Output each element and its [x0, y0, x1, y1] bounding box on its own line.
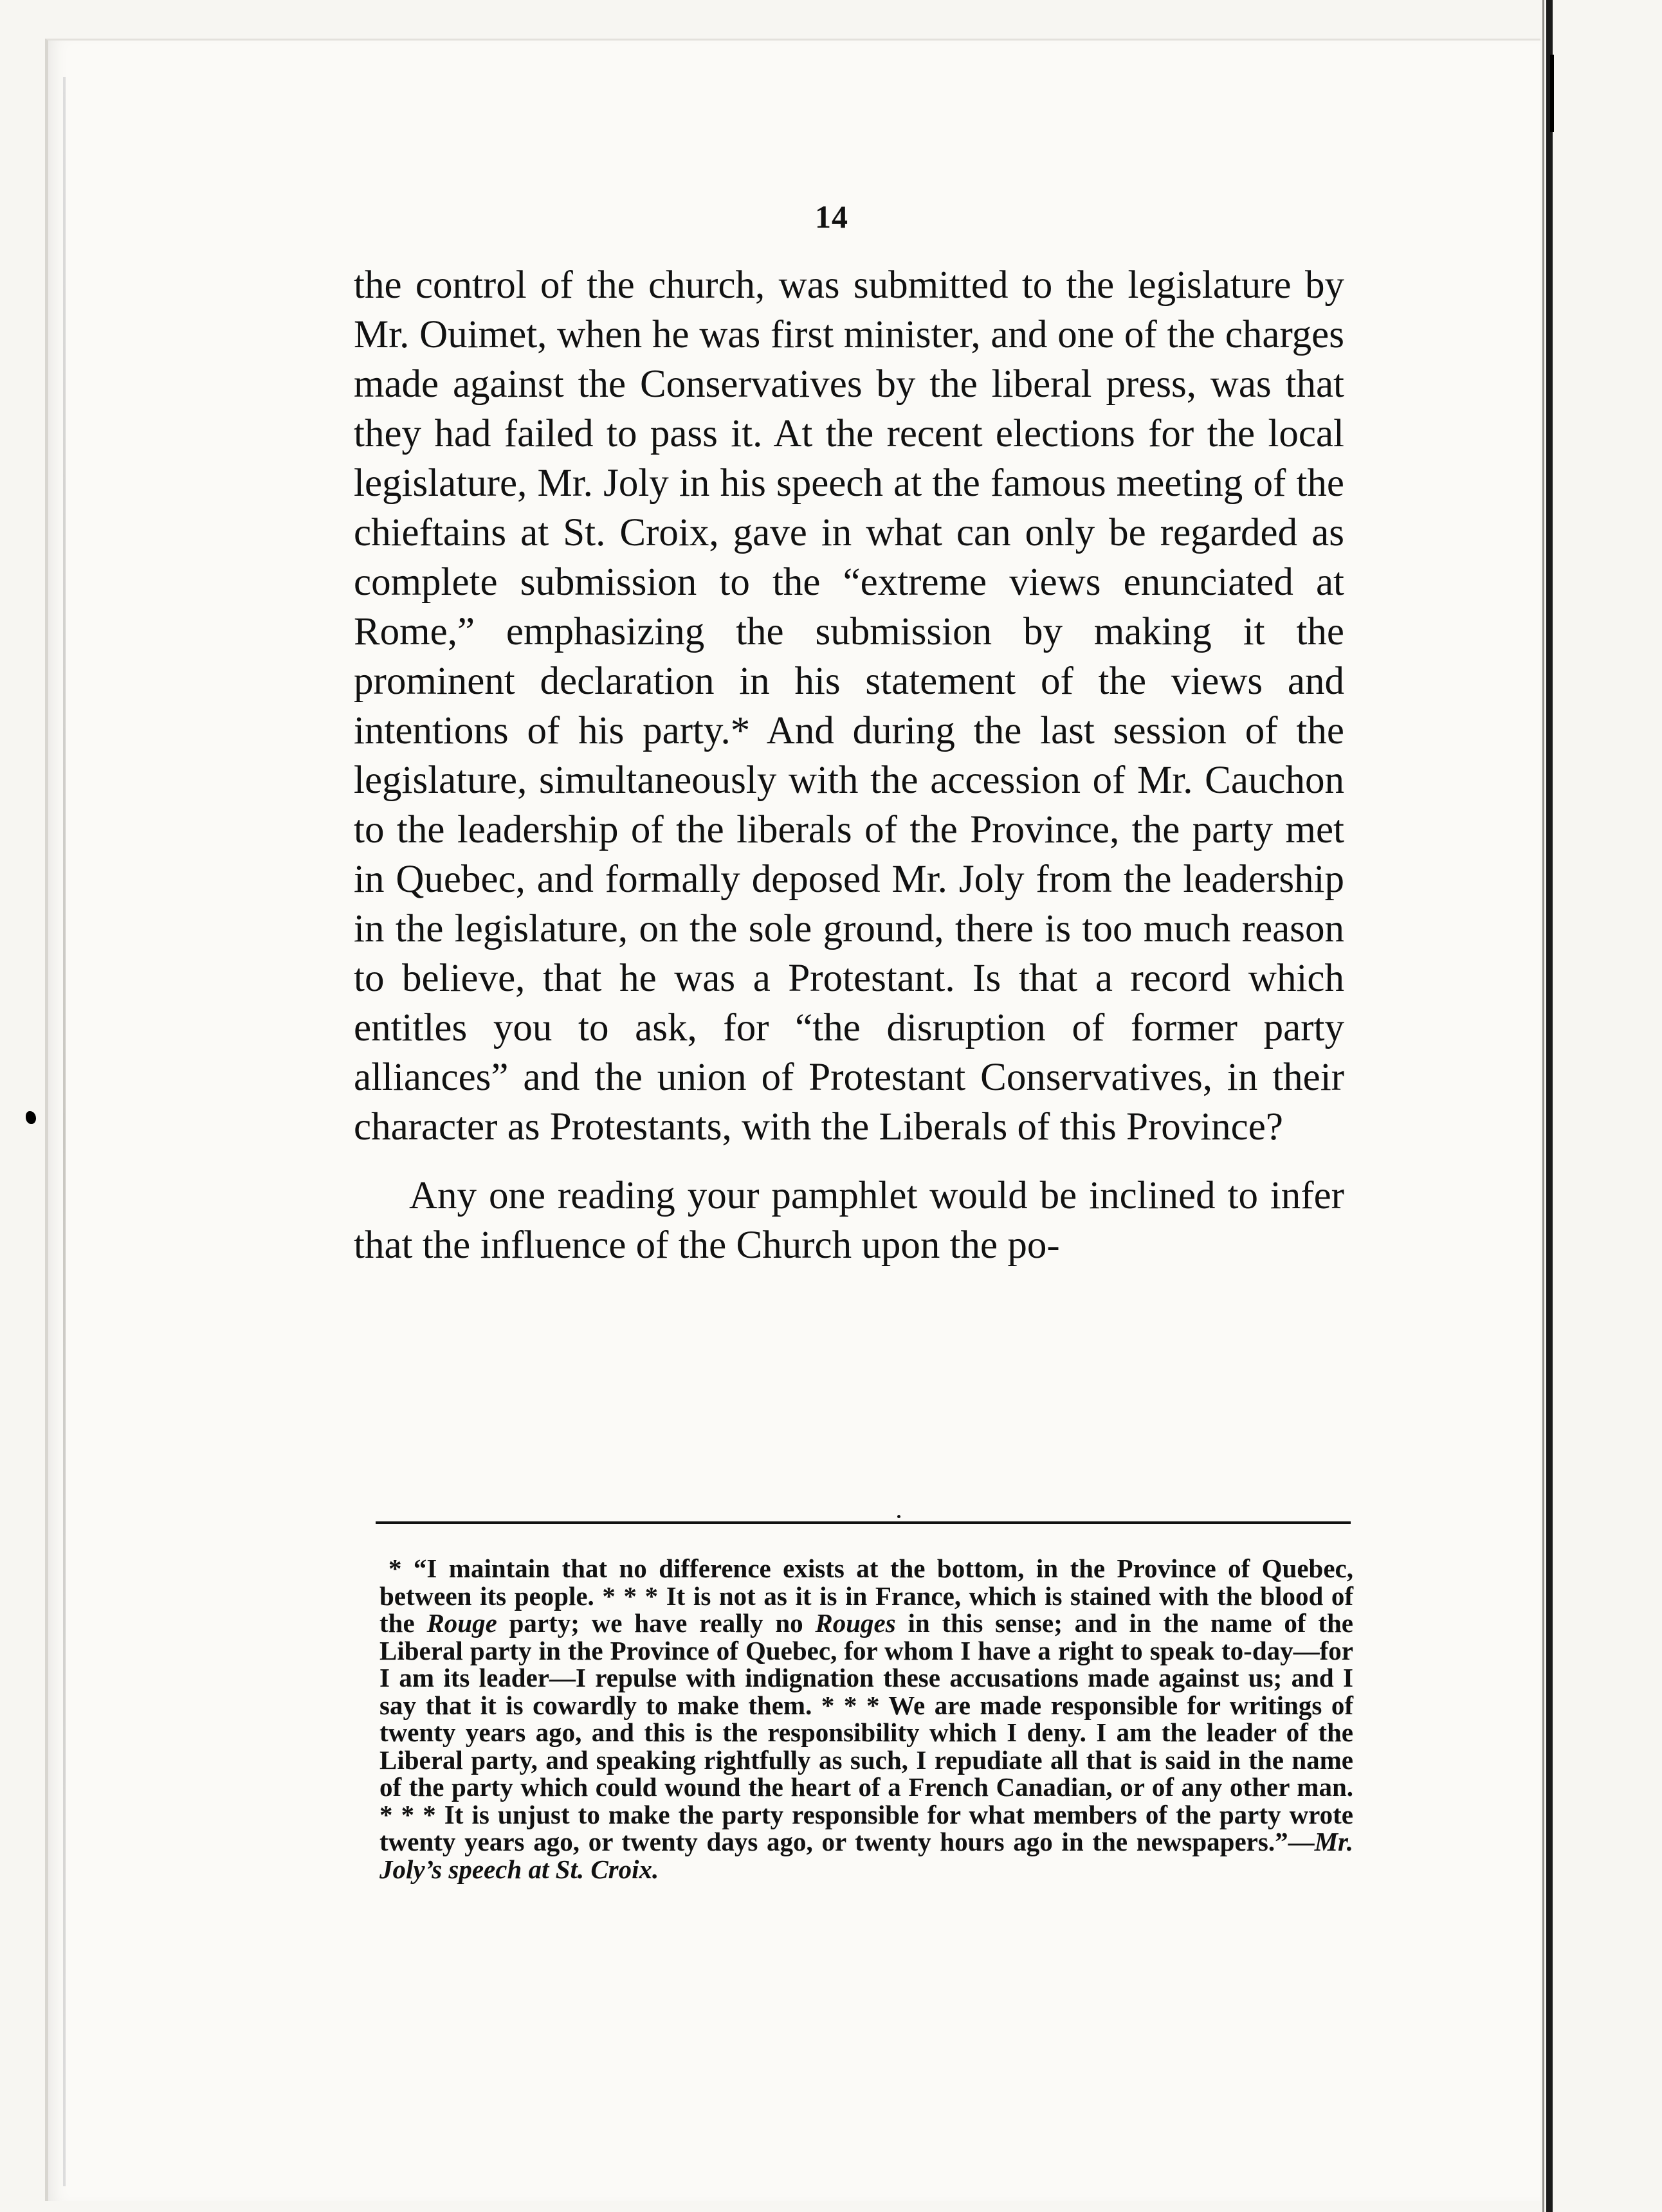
paragraph: Any one reading your pamphlet would be inclined to infer that the influence of the Church upon the po- [354, 1174, 1344, 1267]
rule-dot [897, 1515, 900, 1518]
footnote-italic-term: Rouges [815, 1608, 896, 1638]
footnote-attribution: Mr. Joly’s speech at St. Croix. [379, 1827, 1353, 1884]
page-edge-right [1546, 0, 1553, 2212]
page-number: 14 [815, 199, 848, 235]
page-edge-left [63, 77, 66, 2186]
paragraph: the control of the church, was submitted to the legislature by Mr. Ouimet, when he was first minister, and one of the charges made against the Conservatives by the liberal press, was that they had failed to pass it. At the recent elections for the local legislature, Mr. Joly in his speech at the famous meeting of the chieftains at St. Croix, gave in what can only be regarded as complete submission to the “extreme views enunciated at Rome,” emphasizing the submission by making it the prominent declaration in his statement of the views and intentions of his party.* And during the last session of the legislature, simultaneously with the accession of Mr. Cauchon to the leadership of the liberals of the Province, the party met in Quebec, and formally deposed Mr. Joly from the leadership in the legislature, on the sole ground, there is too much reason to believe, that he was a Protestant. Is that a record which entitles you to ask, for “the disruption of former party alliances” and the union of Protestant Conservatives, in their character as Protestants, with the Liberals of this Province? [354, 264, 1344, 1148]
page-edge-mark [1550, 55, 1554, 132]
footnote-text: in this sense; and in the name of the Liberal party in the Province of Quebec, for whom I have a right to speak to-day—for I am its leader—I repulse with indignation these accusations made against us; and I say that it is cowardly to make them. * * * We are made responsible for writings of twenty years ago, and this is the responsibility which I deny. I am the leader of the Liberal party, and speaking rightfully as such, I repudiate all that is said in the name of the party which could wound the heart of a French Canadian, or of any other man. * * * It is unjust to make the party responsible for what members of the party wrote twenty years ago, or twenty days ago, or twenty hours ago in the newspapers.”— [379, 1608, 1353, 1856]
page-edge-right-inner [1542, 0, 1544, 2212]
footnote-rule [376, 1521, 1351, 1524]
main-text [354, 260, 1344, 1270]
footnote-italic-term: Rouge [426, 1608, 497, 1638]
scan-speck [26, 1111, 36, 1124]
footnote [379, 1555, 1353, 1883]
footnote-text: * “I maintain that no difference exists at the bottom, in the Province of Quebec, between its people. * * * It is not as it is in France, which is stained with the blood of the [379, 1554, 1353, 1638]
footnote-text: party; we have really no [497, 1608, 816, 1638]
